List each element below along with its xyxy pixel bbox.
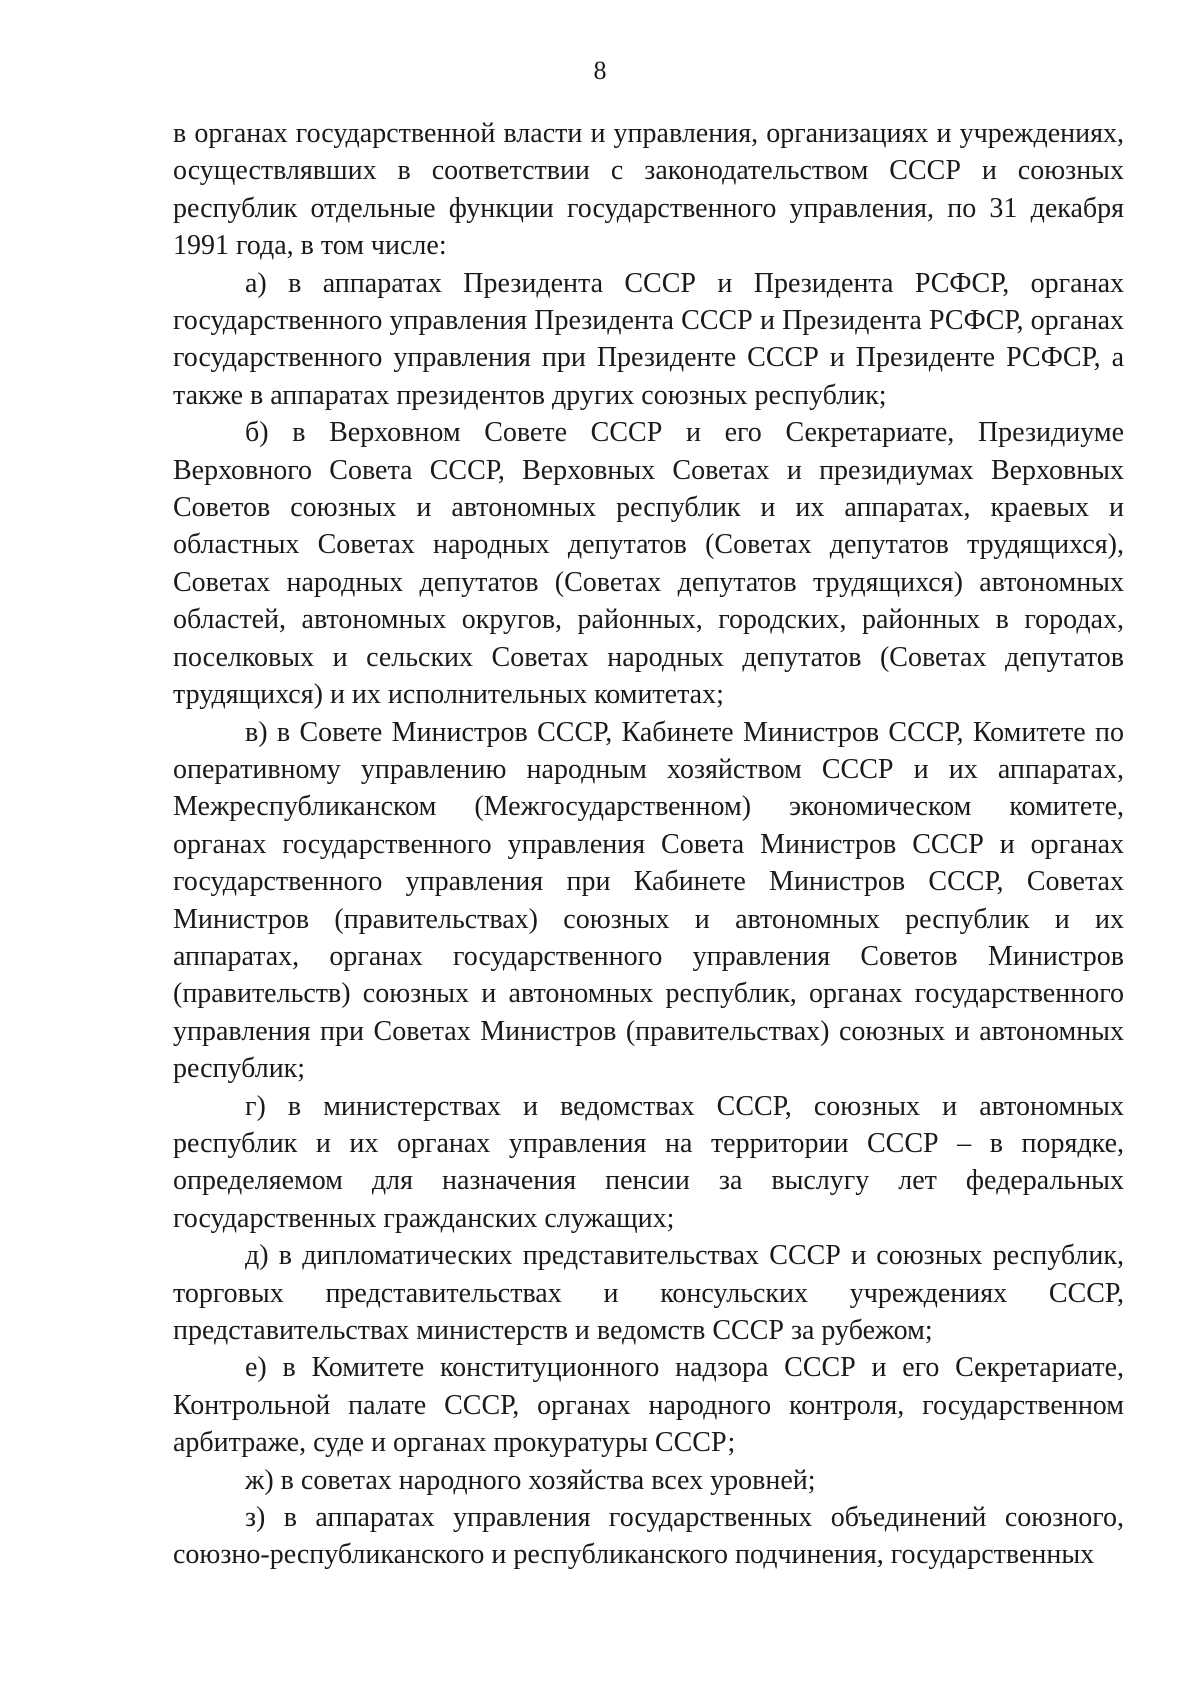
page-number: 8 bbox=[593, 56, 607, 85]
paragraph-item-b: б) в Верховном Совете СССР и его Секретариате, Президиуме Верховного Совета СССР, Верховных Советах и президиумах Верховных Советов союзных и автономных республик и их аппаратах, краевых и областных Советах народных депутатов (Советах депутатов трудящихся), Советах народных депутатов (Советах депутатов трудящихся) автономных областей, автономных округов, районных, городских, районных в городах, поселковых и сельских Советах народных депутатов (Советах депутатов трудящихся) и их исполнительных комитетах; bbox=[173, 417, 1124, 711]
paragraph-intro: в органах государственной власти и управления, организациях и учреждениях, осуществлявших в соответствии с законодательством СССР и союзных республик отдельные функции государственного управления, по 31 декабря 1991 года, в том числе: bbox=[173, 118, 1124, 262]
paragraph-item-d: д) в дипломатических представительствах СССР и союзных республик, торговых представительствах и консульских учреждениях СССР, представительствах министерств и ведомств СССР за рубежом; bbox=[173, 1240, 1124, 1346]
document-body bbox=[173, 115, 1124, 1574]
paragraph-item-z: з) в аппаратах управления государственных объединений союзного, союзно-республиканского и республиканского подчинения, государственных bbox=[173, 1502, 1124, 1571]
paragraph-item-v: в) в Совете Министров СССР, Кабинете Министров СССР, Комитете по оперативному управлению народным хозяйством СССР и их аппаратах, Межреспубликанском (Межгосударственном) экономическом комитете, органах государственного управления Совета Министров СССР и органах государственного управления при Кабинете Министров СССР, Советах Министров (правительствах) союзных и автономных республик и их аппаратах, органах государственного управления Советов Министров (правительств) союзных и автономных республик, органах государственного управления при Советах Министров (правительствах) союзных и автономных республик; bbox=[173, 716, 1124, 1085]
paragraph-item-e: е) в Комитете конституционного надзора СССР и его Секретариате, Контрольной палате СССР, органах народного контроля, государственном арбитраже, суде и органах прокуратуры СССР; bbox=[173, 1352, 1124, 1459]
paragraph-item-g: г) в министерствах и ведомствах СССР, союзных и автономных республик и их органах управления на территории СССР – в порядке, определяемом для назначения пенсии за выслугу лет федеральных государственных гражданских служащих; bbox=[173, 1090, 1124, 1234]
paragraph-item-a: а) в аппаратах Президента СССР и Президента РСФСР, органах государственного управления Президента СССР и Президента РСФСР, органах государственного управления при Президенте СССР и Президенте РСФСР, а также в аппаратах президентов других союзных республик; bbox=[173, 267, 1124, 411]
paragraph-item-zh: ж) в советах народного хозяйства всех уровней; bbox=[245, 1464, 816, 1496]
